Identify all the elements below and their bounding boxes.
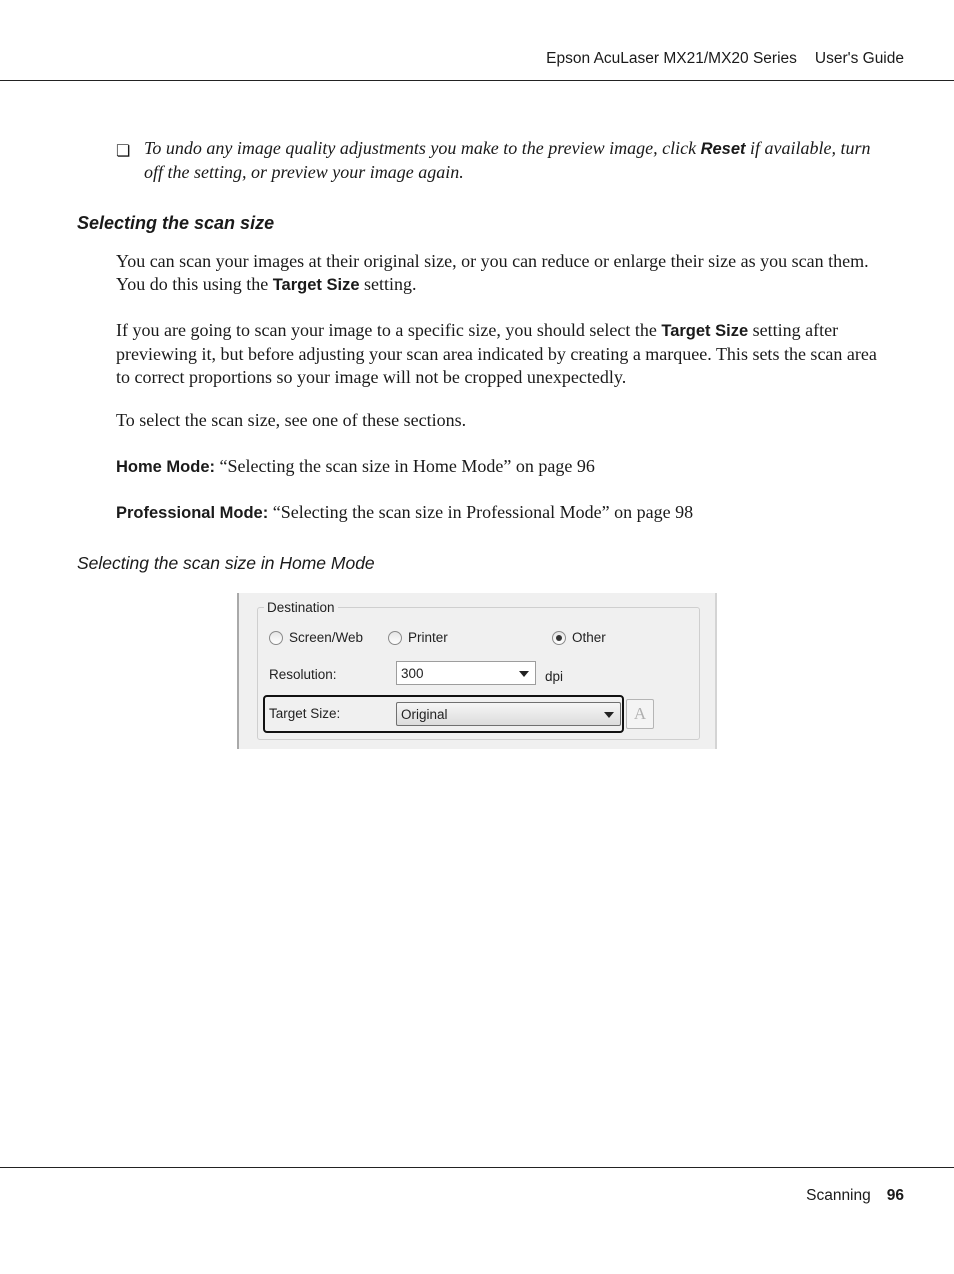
resolution-unit: dpi xyxy=(545,669,564,684)
note-bullet: ❏ xyxy=(116,143,131,160)
section-heading: Selecting the scan size xyxy=(77,213,275,233)
chevron-down-icon xyxy=(604,712,614,718)
footer-section: Scanning xyxy=(806,1187,871,1204)
radio-printer[interactable]: Printer xyxy=(388,630,448,645)
note-text-before: To undo any image quality adjustments you make to the preview image, click xyxy=(144,138,701,158)
header-guide: User's Guide xyxy=(814,50,904,67)
resolution-label: Resolution: xyxy=(269,667,337,682)
resolution-select[interactable]: 300 xyxy=(396,661,536,685)
paragraph-1: You can scan your images at their original size, or you can reduce or enlarge their size as you scan them. You do this using the Target Size setting. xyxy=(116,251,869,294)
page-footer xyxy=(806,1187,904,1205)
page-number: 96 xyxy=(886,1187,904,1204)
note-text-after: if available, turn off the setting, or preview your image again. xyxy=(144,138,871,182)
radio-other[interactable]: Other xyxy=(552,630,606,645)
target-size-label: Target Size: xyxy=(269,706,341,721)
chevron-down-icon xyxy=(519,671,529,677)
radio-screen-web[interactable]: Screen/Web xyxy=(269,630,363,645)
paragraph-3: To select the scan size, see one of these sections. xyxy=(116,410,467,430)
page-header xyxy=(546,50,904,68)
header-product: Epson AcuLaser MX21/MX20 Series xyxy=(546,50,797,67)
professional-mode-link[interactable]: Professional Mode: “Selecting the scan size in Professional Mode” on page 98 xyxy=(116,502,694,522)
destination-group-title: Destination xyxy=(264,600,338,615)
font-icon-button[interactable]: A xyxy=(626,699,654,729)
target-size-select[interactable]: Original xyxy=(396,702,621,726)
note-item xyxy=(116,137,881,184)
destination-dialog xyxy=(237,593,717,749)
radio-button-icon xyxy=(388,631,402,645)
radio-selected-icon xyxy=(552,631,566,645)
radio-button-icon xyxy=(269,631,283,645)
home-mode-link[interactable]: Home Mode: “Selecting the scan size in Home Mode” on page 96 xyxy=(116,456,595,476)
note-bold-reset: Reset xyxy=(700,140,746,158)
footer-rule xyxy=(0,1167,954,1168)
subheading: Selecting the scan size in Home Mode xyxy=(77,553,375,573)
header-rule xyxy=(0,80,954,81)
paragraph-2: If you are going to scan your image to a specific size, you should select the Target Size setting after previewing it, but before adjusting your scan area indicated by creating a marquee. This sets the scan area to correct proportions so your image will not be cropped unexpectedly. xyxy=(116,320,877,387)
